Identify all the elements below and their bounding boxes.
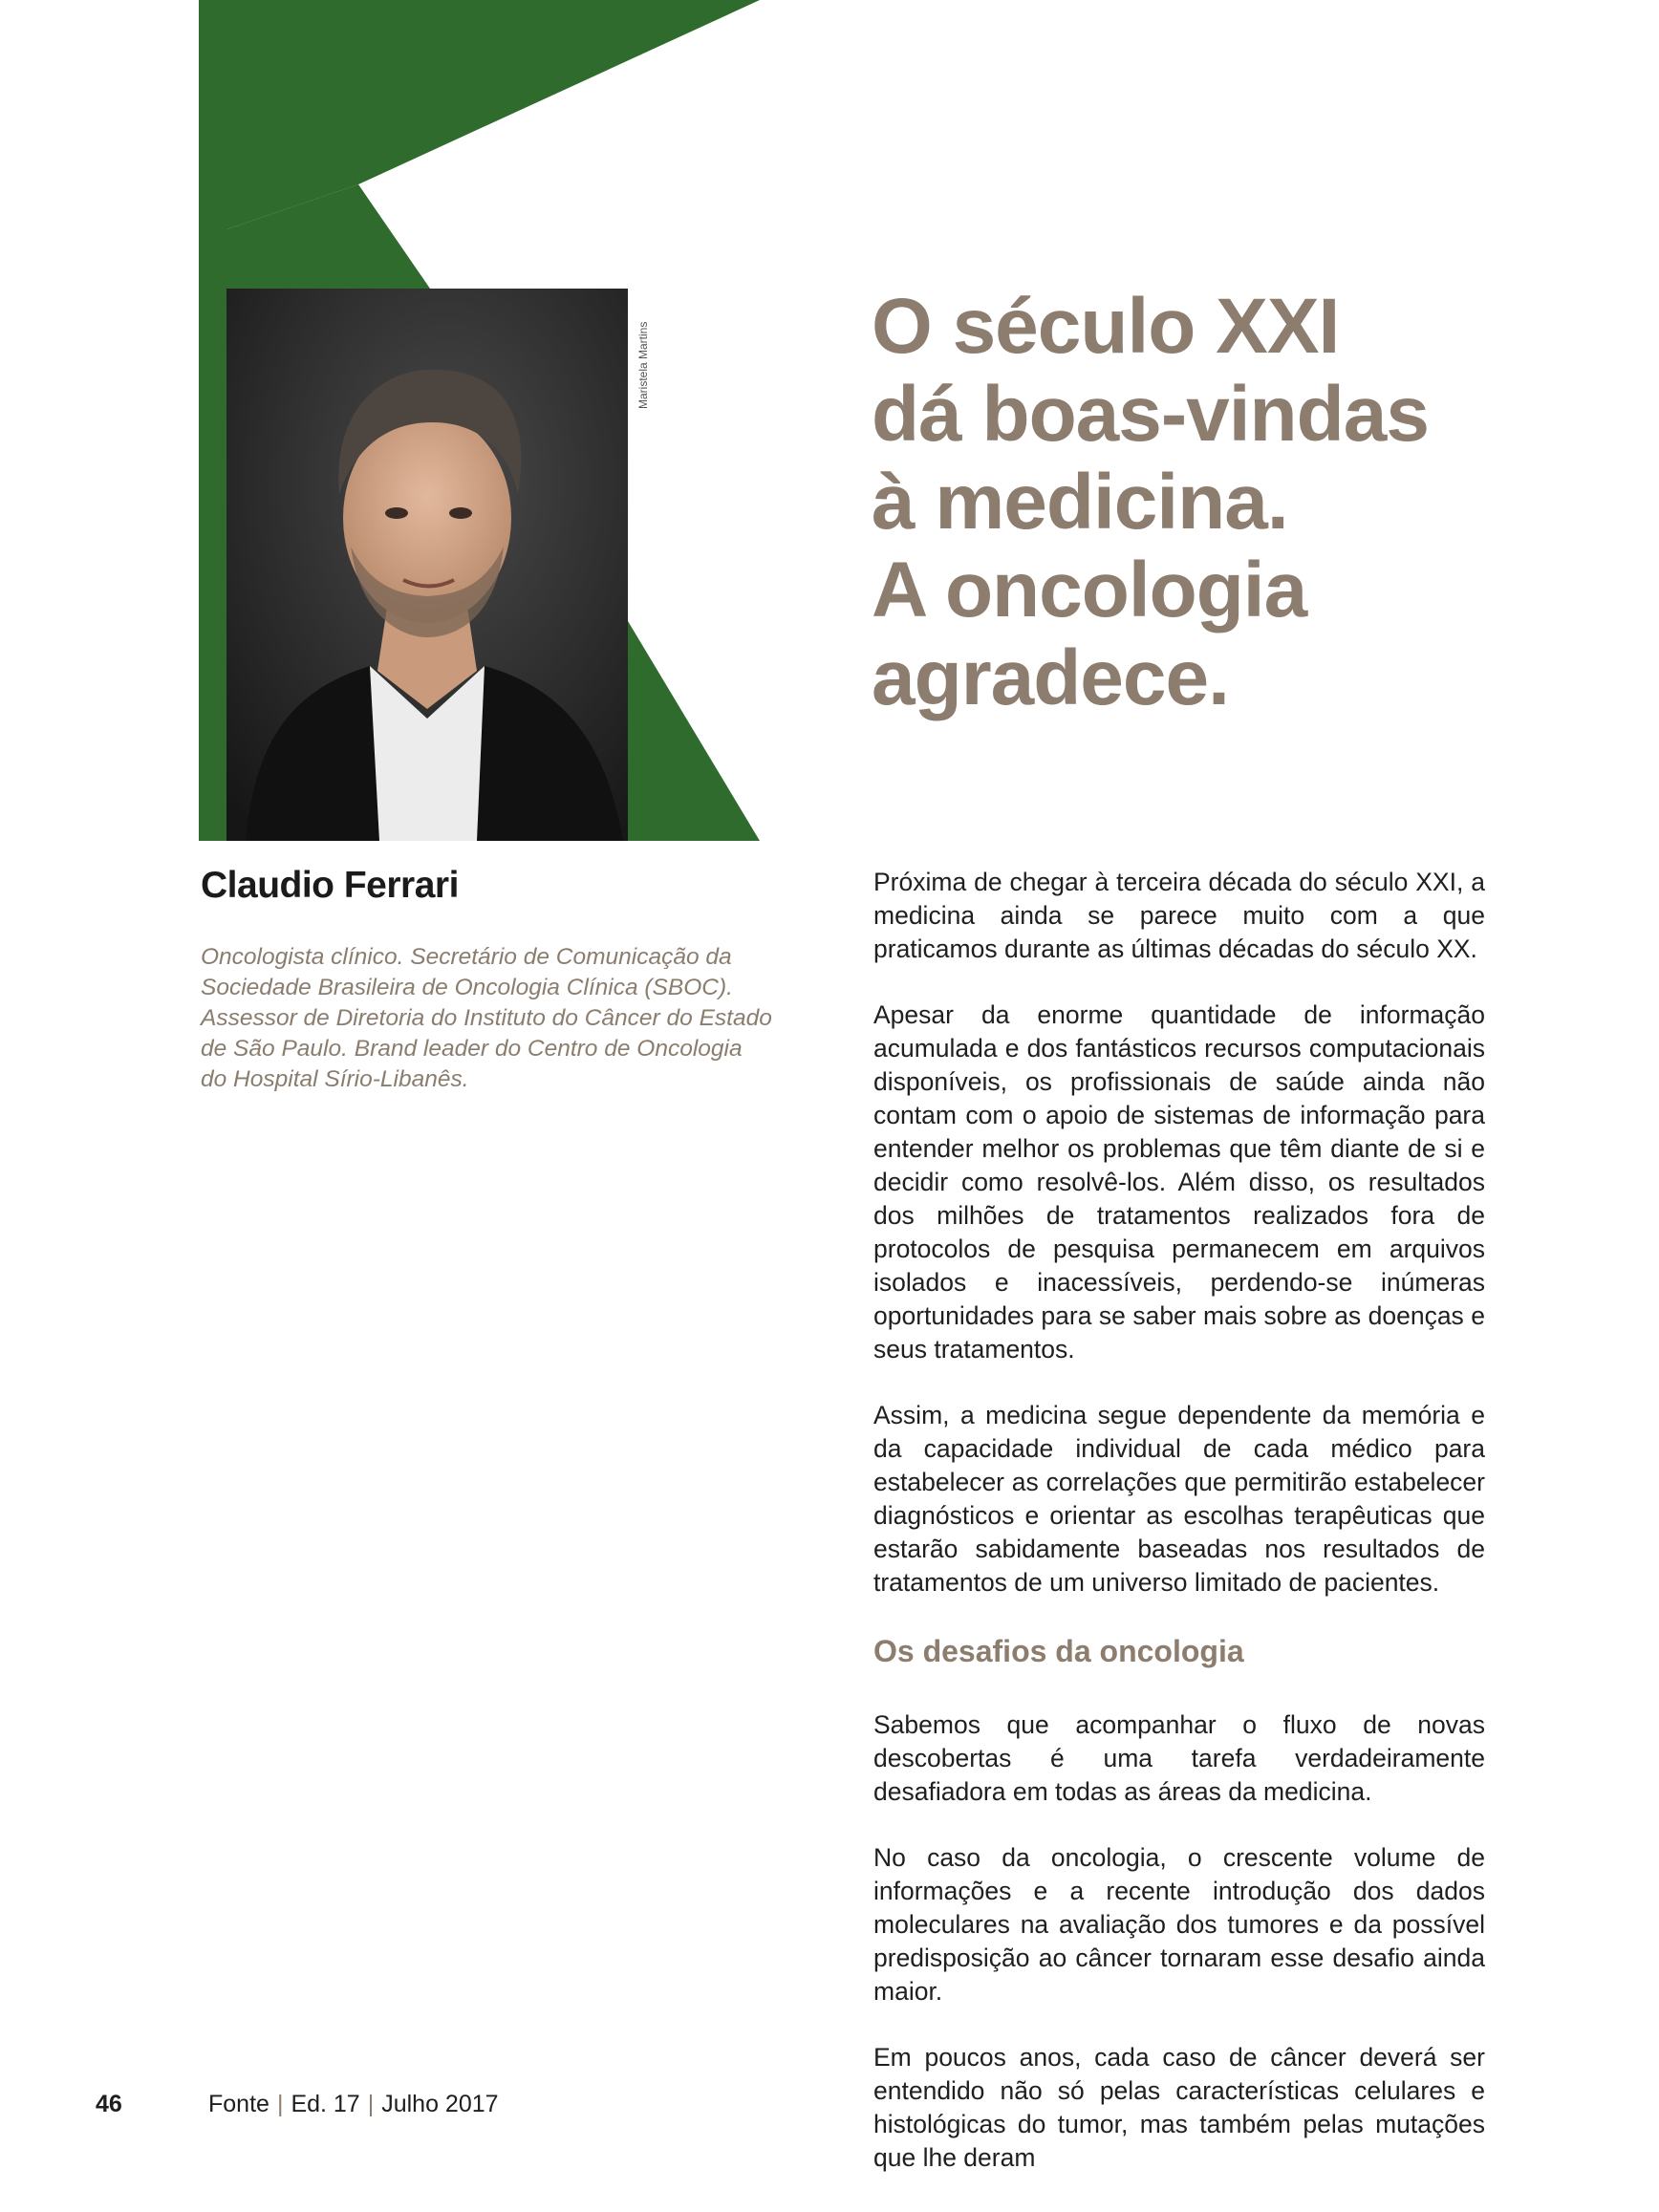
author-name: Claudio Ferrari	[201, 865, 459, 906]
headline-line: dá boas-vindas	[872, 371, 1429, 458]
footer-publication-info	[208, 2091, 499, 2118]
green-top-band	[199, 0, 760, 239]
article-paragraph: Assim, a medicina segue dependente da memória e da capacidade individual de cada médico para estabelecer as correlações que permitirão estabelecer diagnósticos e orientar as escolhas terapêuticas que estarão sabidamente baseadas nos resultados de tratamentos de um universo limitado de pacientes.	[873, 1401, 1485, 1597]
page-number: 46	[96, 2091, 122, 2117]
headline-line: à medicina.	[872, 459, 1288, 546]
headline-line: O século XXI	[872, 283, 1340, 370]
article-headline	[872, 283, 1560, 722]
author-bio: Oncologista clínico. Secretário de Comunicação da Sociedade Brasileira de Oncologia Clínica (SBOC). Assessor de Diretoria do Instituto do Câncer do Estado de São Paulo. Brand leader do Centro de Oncologia do Hospital Sírio-Libanês.	[201, 944, 772, 1092]
footer-publication: Fonte	[208, 2091, 269, 2117]
footer-separator: |	[276, 2091, 284, 2117]
article-paragraph: Em poucos anos, cada caso de câncer deverá ser entendido não só pelas características celulares e histológicas do tumor, mas também pelas mutações que lhe deram	[873, 2043, 1485, 2172]
article-paragraph: Próxima de chegar à terceira década do século XXI, a medicina ainda se parece muito com a que praticamos durante as últimas décadas do século XX.	[873, 868, 1485, 963]
photo-credit	[612, 289, 650, 413]
footer-date: Julho 2017	[381, 2091, 499, 2117]
article-paragraph: Sabemos que acompanhar o fluxo de novas descobertas é uma tarefa verdadeiramente desafiadora em todas as áreas da medicina.	[873, 1710, 1485, 1806]
article-paragraph: Apesar da enorme quantidade de informação acumulada e dos fantásticos recursos computacionais disponíveis, os profissionais de saúde ainda não contam com o apoio de sistemas de informação para entender melhor os problemas que têm diante de si e decidir como resolvê-los. Além disso, os resultados dos milhões de tratamentos realizados fora de protocolos de pesquisa permanecem em arquivos isolados e inacessíveis, perdendo-se inúmeras oportunidades para se saber mais sobre as doenças e seus tratamentos.	[873, 1000, 1485, 1364]
photo-credit-text: Maristela Martins	[636, 321, 650, 409]
footer-separator: |	[367, 2091, 375, 2117]
article-body	[873, 866, 1485, 2207]
author-portrait-photo	[226, 289, 628, 841]
article-subheading: Os desafios da oncologia	[873, 1634, 1244, 1668]
headline-line: agradece.	[872, 634, 1229, 721]
article-paragraph: No caso da oncologia, o crescente volume de informações e a recente introdução dos dados moleculares na avaliação dos tumores e da possível predisposição ao câncer tornaram esse desafio ainda maior.	[873, 1843, 1485, 2006]
footer-edition: Ed. 17	[291, 2091, 360, 2117]
headline-line: A oncologia	[872, 547, 1307, 634]
